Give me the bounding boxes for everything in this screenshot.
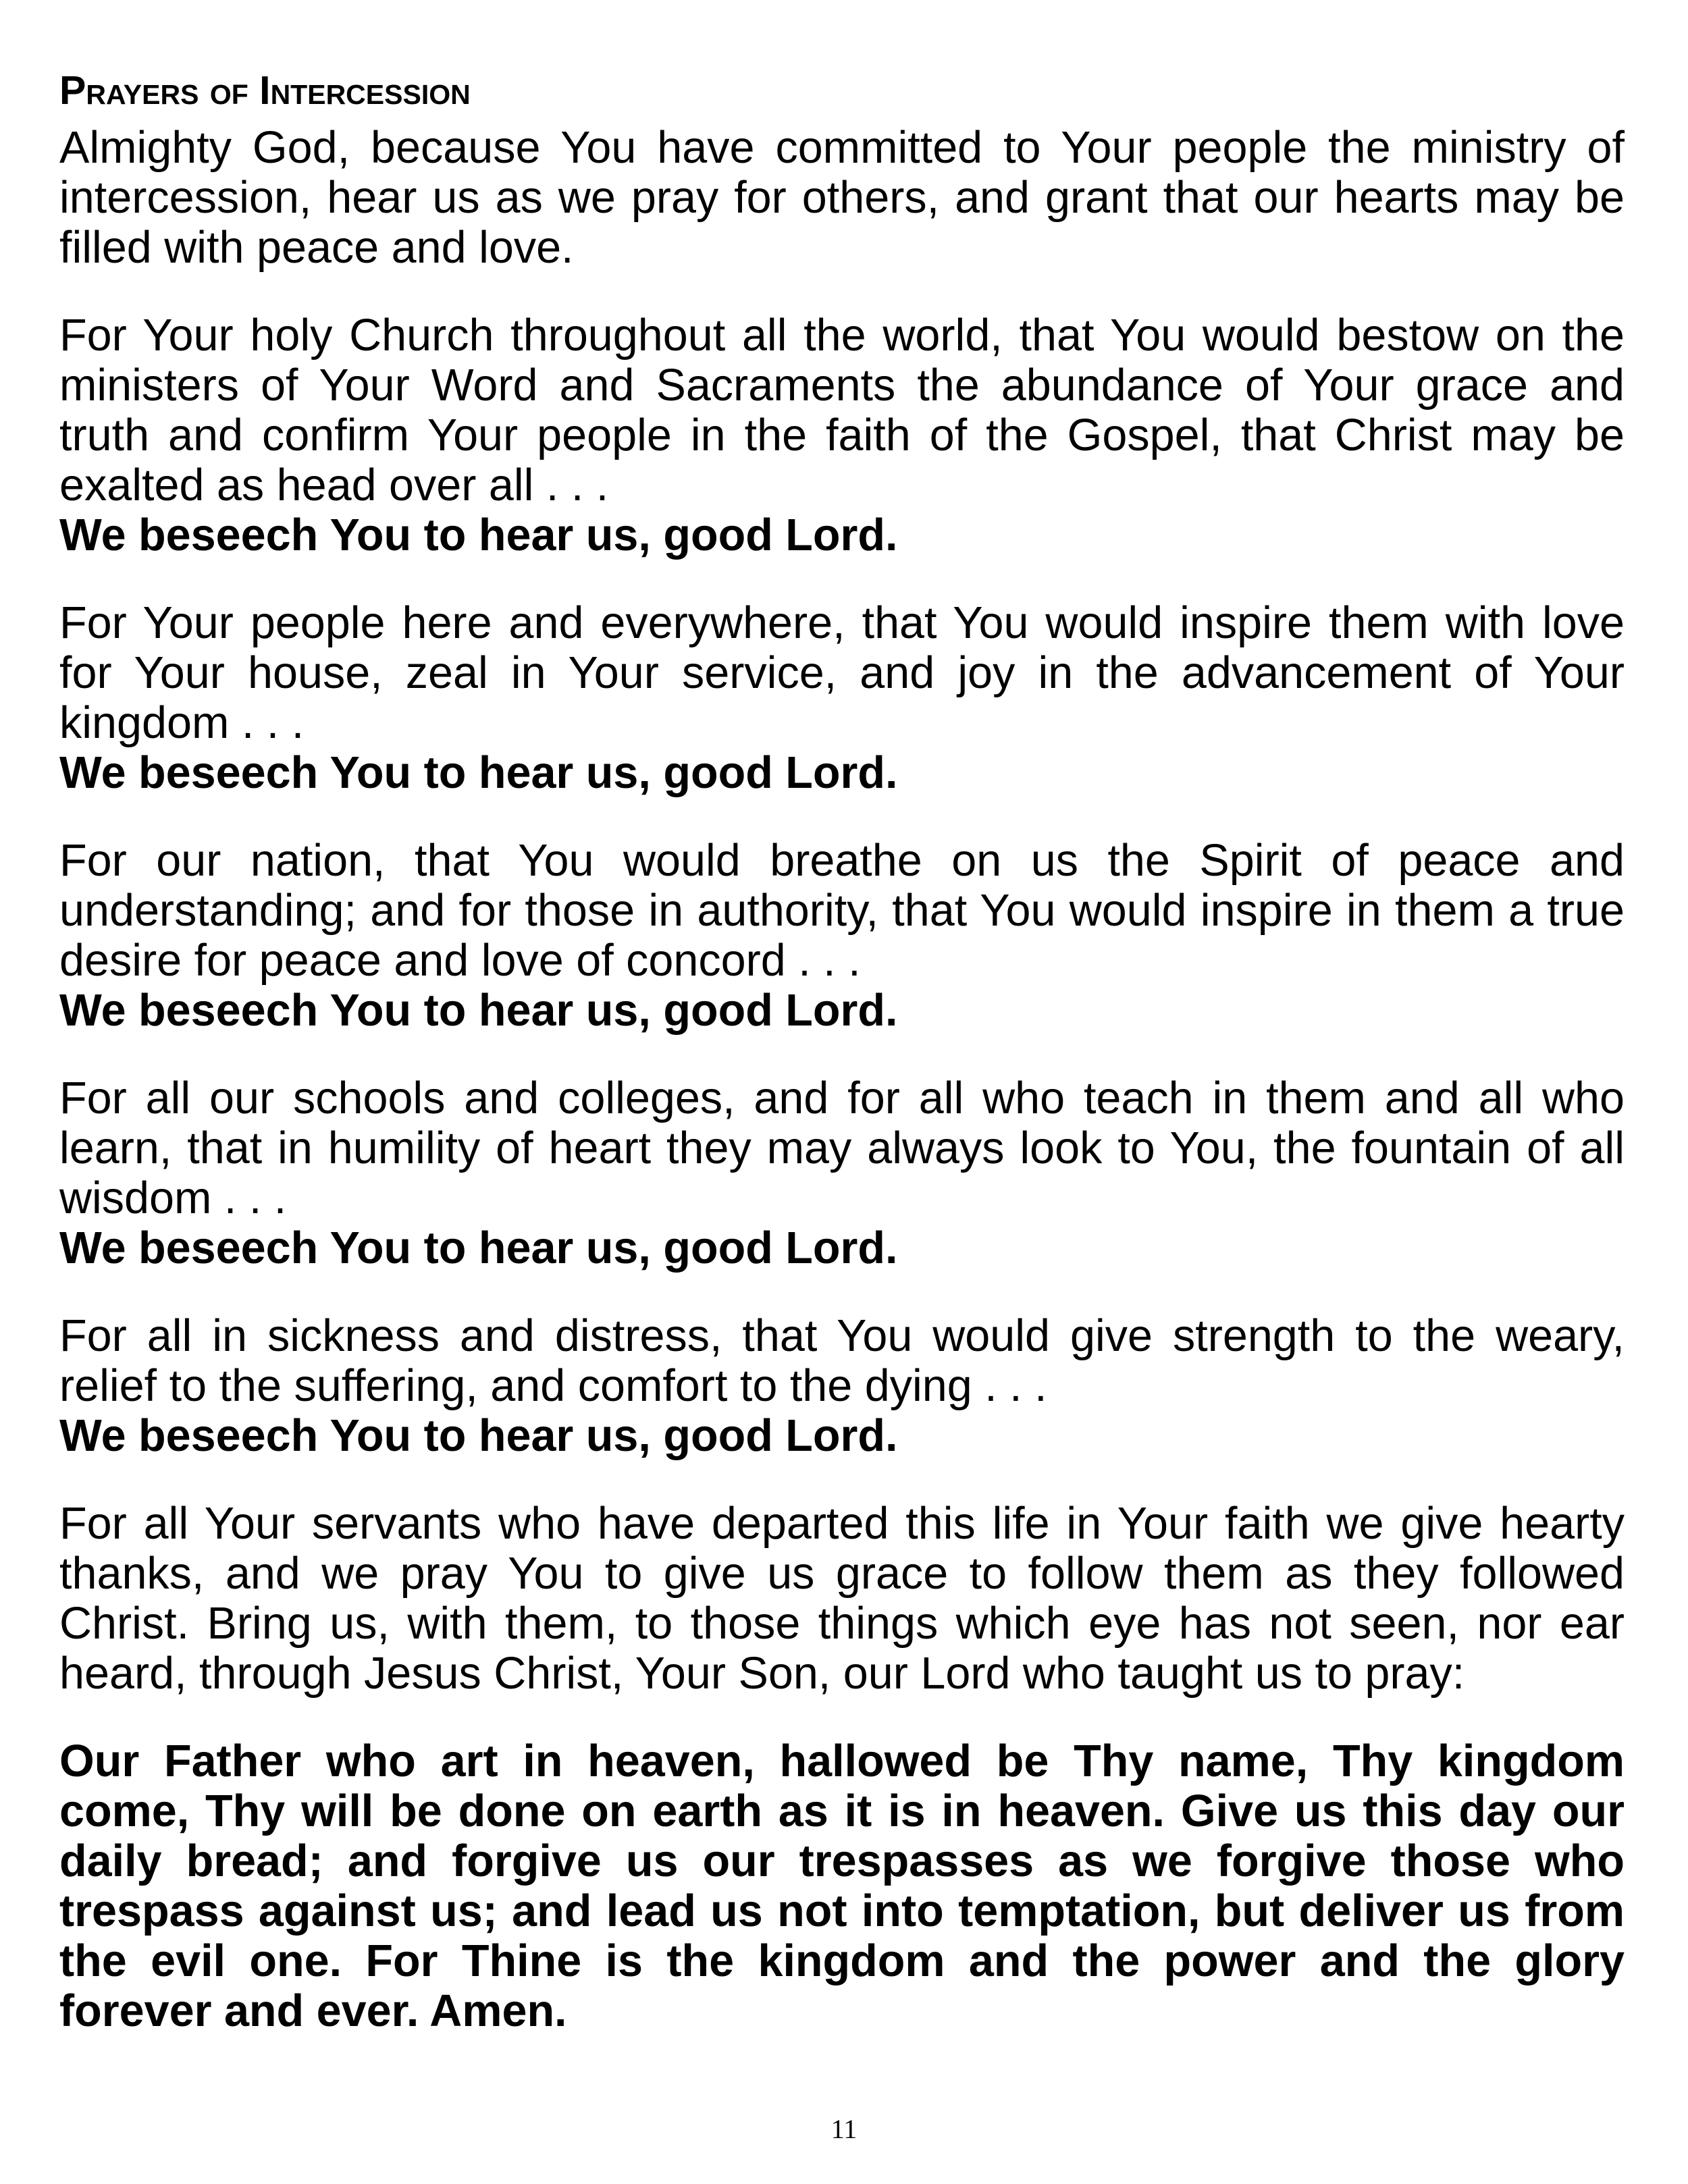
petition-schools bbox=[59, 1073, 1625, 1273]
closing-prayer: For all Your servants who have departed this life in Your faith we give hearty thanks, and we pray You to give us grace to follow them as they followed Christ. Bring us, with them, to those things which eye has not seen, nor ear heard, through Jesus Christ, Your Son, our Lord who taught us to pray: bbox=[59, 1499, 1625, 1699]
petition-nation bbox=[59, 836, 1625, 1036]
petition-response: We beseech You to hear us, good Lord. bbox=[59, 1223, 898, 1273]
petition-church bbox=[59, 311, 1625, 560]
petition-response: We beseech You to hear us, good Lord. bbox=[59, 510, 898, 560]
lords-prayer: Our Father who art in heaven, hallowed be Thy name, Thy kingdom come, Thy will be done on earth as it is in heaven. Give us this day our daily bread; and forgive us our trespasses as we forgive those who trespass against us; and lead us not into temptation, but deliver us from the evil one. For Thine is the kingdom and the power and the glory forever and ever. Amen. bbox=[59, 1736, 1625, 2036]
section-heading: Prayers of Intercession bbox=[59, 68, 471, 113]
petition-text: For Your holy Church throughout all the world, that You would bestow on the ministers of Your Word and Sacraments the abundance of Your grace and truth and confirm Your people in the faith of the Gospel, that Christ may be exalted as head over all . . . bbox=[59, 311, 1625, 510]
petition-text: For all in sickness and distress, that You would give strength to the weary, relief to the suffering, and comfort to the dying . . . bbox=[59, 1311, 1625, 1411]
petition-sickness bbox=[59, 1311, 1625, 1461]
document-body bbox=[59, 65, 1625, 2036]
petition-response: We beseech You to hear us, good Lord. bbox=[59, 748, 898, 798]
petition-response: We beseech You to hear us, good Lord. bbox=[59, 1411, 898, 1461]
petition-people bbox=[59, 598, 1625, 798]
opening-prayer: Almighty God, because You have committed to Your people the ministry of intercession, hear us as we pray for others, and grant that our hearts may be filled with peace and love. bbox=[59, 123, 1625, 273]
petition-text: For Your people here and everywhere, that You would inspire them with love for Your house, zeal in Your service, and joy in the advancement of Your kingdom . . . bbox=[59, 598, 1625, 748]
petition-text: For our nation, that You would breathe on us the Spirit of peace and understanding; and for those in authority, that You would inspire in them a true desire for peace and love of concord . . . bbox=[59, 836, 1625, 986]
petition-text: For all our schools and colleges, and for all who teach in them and all who learn, that in humility of heart they may always look to You, the fountain of all wisdom . . . bbox=[59, 1073, 1625, 1223]
petition-response: We beseech You to hear us, good Lord. bbox=[59, 986, 898, 1036]
page-number: 11 bbox=[830, 2114, 858, 2144]
